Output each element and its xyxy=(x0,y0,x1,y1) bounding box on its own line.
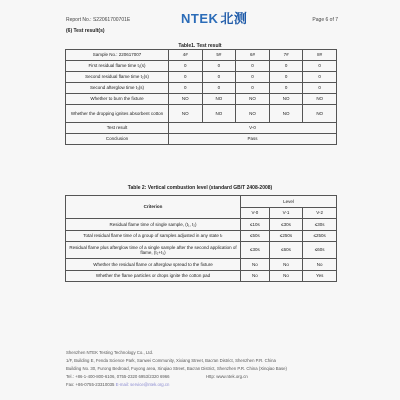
table1-col-header: 8# xyxy=(303,50,337,61)
row-label: Whether to burn the fixture xyxy=(66,94,169,105)
table-cell: ≤30s xyxy=(241,242,270,259)
criterion-label: Total residual flame time of a group of samples adjusted in any state tₜ xyxy=(66,230,241,242)
table-row xyxy=(66,61,337,72)
table-row xyxy=(66,94,337,105)
level-col-header: V-1 xyxy=(269,207,303,219)
footer-fax: Fax: +86-0755-23310035 xyxy=(66,382,115,387)
table1-header-row xyxy=(66,50,337,61)
table-row xyxy=(66,219,337,231)
table-row xyxy=(66,270,337,282)
table2-header-row xyxy=(66,196,337,208)
row-label: Whether the dropping ignites absorbent cotton xyxy=(66,105,169,123)
table-cell: 0 xyxy=(269,61,303,72)
footer-company: Shenzhen NTEK Testing Technology Co., Ltd. xyxy=(66,350,154,355)
criterion-label: Residual flame plus afterglow time of a single sample after the second application of flame, (t₂+t₃) xyxy=(66,242,241,259)
conclusion-value: Pass xyxy=(169,134,337,145)
table-cell: ≤50s xyxy=(241,230,270,242)
report-number: Report No.: S22061700701E xyxy=(66,17,131,23)
table-cell: 0 xyxy=(236,83,270,94)
table-row xyxy=(66,242,337,259)
table-cell: ≤10s xyxy=(241,219,270,231)
logo-text: NTEK xyxy=(181,11,219,26)
footer-contact-line xyxy=(66,374,248,379)
table2-caption: Table 2: Vertical combustion level (standard GB/T 2408-2008) xyxy=(127,185,273,191)
level-header: Level xyxy=(241,196,337,208)
table-cell: NO xyxy=(303,94,337,105)
table1-col-header: 7# xyxy=(269,50,303,61)
table-cell: 0 xyxy=(303,72,337,83)
footer-address-1: 1/F, Building E, Fenda Science Park, Sanwei Community, Xixiang Street, Bao'an District, Shenzhen P.R. China xyxy=(66,358,276,363)
table-cell: 0 xyxy=(169,83,203,94)
ntek-logo xyxy=(181,8,247,27)
footer-tel: Tel.: +86-1-400-800-6106, 0755-2320 6953/2320 6966 xyxy=(66,374,170,379)
table-cell: NO xyxy=(236,105,270,123)
test-result-table xyxy=(65,49,337,145)
table-cell: NO xyxy=(169,94,203,105)
table-cell: 0 xyxy=(303,61,337,72)
table-cell: NO xyxy=(169,105,203,123)
level-col-header: V-0 xyxy=(241,207,270,219)
criterion-label: Whether the residual flame or afterglow spread to the fixture xyxy=(66,259,241,271)
logo-cn-text: 北测 xyxy=(220,11,248,26)
table-cell: ≤250s xyxy=(303,230,337,242)
row-label: Second afterglow time t₃(s) xyxy=(66,83,169,94)
combustion-level-table xyxy=(65,195,337,282)
footer-email[interactable]: E-mail: service@ntek.org.cn xyxy=(115,382,170,387)
test-result-row xyxy=(66,123,337,134)
table1-col-header: 4# xyxy=(169,50,203,61)
test-result-value: V-0 xyxy=(169,123,337,134)
table-cell: No xyxy=(303,259,337,271)
footer-address-2: Building No. 30, Furong Bedroad, Fuyong area, Xinqiao Street, Bao'an District, Shenzhen P.R. China (Xinqiao Base) xyxy=(66,366,287,371)
table-cell: No xyxy=(269,270,303,282)
row-label: First residual flame time t₁(s) xyxy=(66,61,169,72)
table-cell: 0 xyxy=(202,72,236,83)
table1-col-header: 6# xyxy=(236,50,270,61)
table-cell: NO xyxy=(269,94,303,105)
table-cell: ≤60s xyxy=(303,242,337,259)
table-cell: NO xyxy=(269,105,303,123)
table-row xyxy=(66,72,337,83)
level-col-header: V-2 xyxy=(303,207,337,219)
table-cell: 0 xyxy=(169,61,203,72)
table-cell: 0 xyxy=(202,61,236,72)
criterion-label: Whether the flame particles or drops ignite the cotton pad xyxy=(66,270,241,282)
criterion-label: Residual flame time of single sample, (t₁, t₂) xyxy=(66,219,241,231)
conclusion-row xyxy=(66,134,337,145)
table-cell: 0 xyxy=(269,83,303,94)
table-cell: 0 xyxy=(269,72,303,83)
table1-caption: Table1. Test result xyxy=(178,43,222,49)
table-cell: 0 xyxy=(236,72,270,83)
conclusion-label: Conclusion xyxy=(66,134,169,145)
table-cell: ≤250s xyxy=(269,230,303,242)
table-cell: 0 xyxy=(236,61,270,72)
table-cell: NO xyxy=(303,105,337,123)
table-cell: 0 xyxy=(303,83,337,94)
table-row xyxy=(66,259,337,271)
table-cell: ≤30s xyxy=(269,219,303,231)
table-row xyxy=(66,230,337,242)
table-cell: 0 xyxy=(169,72,203,83)
section-title: (6) Test result(s) xyxy=(66,28,105,34)
table-cell: NO xyxy=(236,94,270,105)
footer-website[interactable]: Http: www.ntek.org.cn xyxy=(206,374,248,379)
footer-fax-line xyxy=(66,382,169,387)
table-row xyxy=(66,105,337,123)
table-cell: No xyxy=(241,259,270,271)
table1-col-header: Sample No.: 220617007 xyxy=(66,50,169,61)
criterion-header: Criterion xyxy=(66,196,241,219)
table1-col-header: 5# xyxy=(202,50,236,61)
row-label: Second residual flame time t₂(s) xyxy=(66,72,169,83)
page-number: Page 6 of 7 xyxy=(312,17,338,23)
table-cell: NO xyxy=(202,94,236,105)
table-cell: NO xyxy=(202,105,236,123)
table-cell: 0 xyxy=(202,83,236,94)
table-row xyxy=(66,83,337,94)
table-cell: ≤30s xyxy=(303,219,337,231)
table-cell: Yes xyxy=(303,270,337,282)
table-cell: No xyxy=(241,270,270,282)
table-cell: ≤60s xyxy=(269,242,303,259)
table-cell: No xyxy=(269,259,303,271)
test-result-label: Test result xyxy=(66,123,169,134)
